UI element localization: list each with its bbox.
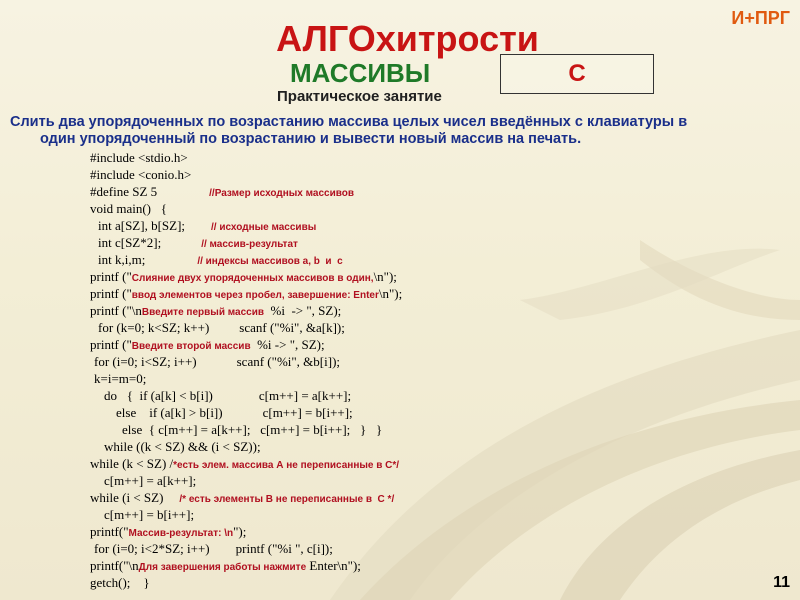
code-line: printf ("ввод элементов через пробел, завершение: Enter\n"); <box>90 286 403 301</box>
code-line: int k,i,m; // индексы массивов a, b и c <box>98 252 343 267</box>
code-line: while (k < SZ) /*есть элем. массива А не переписанные в С*/ <box>90 456 400 471</box>
code-comment: // массив-результат <box>201 239 298 250</box>
code-line: c[m++] = a[k++]; <box>104 473 197 488</box>
code-comment: // индексы массивов a, b и c <box>197 256 343 267</box>
code-line: int a[SZ], b[SZ]; // исходные массивы <box>98 218 317 233</box>
code-line: printf ("Введите второй массив %i -> ", SZ); <box>90 337 325 352</box>
code-line: c[m++] = b[i++]; <box>104 507 195 522</box>
task-line-1: Слить два упорядоченных по возрастанию массива целых чисел введённых с клавиатуры в <box>10 114 688 130</box>
code-comment: *есть элем. массива А не переписанные в С*/ <box>173 460 400 471</box>
language-box: C <box>500 54 654 94</box>
code-line: getch(); } <box>90 575 150 590</box>
code-line: while ((k < SZ) && (i < SZ)); <box>104 439 261 454</box>
code-line: void main() { <box>90 201 168 216</box>
code-line: else { c[m++] = a[k++]; c[m++] = b[i++]; } } <box>122 422 383 437</box>
code-line: for (i=0; i<2*SZ; i++) printf ("%i ", c[i]); <box>94 541 333 556</box>
corner-tag: И+ПРГ <box>731 8 790 28</box>
code-line: for (i=0; i<SZ; i++) scanf ("%i", &b[i]); <box>94 354 341 369</box>
code-line: printf("\nДля завершения работы нажмите Enter\n"); <box>90 558 361 573</box>
code-line: #define SZ 5 //Размер исходных массивов <box>90 184 355 199</box>
slide-subtitle: МАССИВЫ <box>290 58 431 88</box>
code-line: int c[SZ*2]; // массив-результат <box>98 235 298 250</box>
code-comment: //Размер исходных массивов <box>209 188 355 199</box>
task-line-2: один упорядоченный по возрастанию и вывести новый массив на печать. <box>40 131 582 147</box>
task-statement <box>10 114 780 148</box>
page-number: 11 <box>773 574 790 591</box>
code-line: for (k=0; k<SZ; k++) scanf ("%i", &a[k]); <box>98 320 345 335</box>
slide-title: АЛГОхитрости <box>276 18 539 59</box>
code-line: while (i < SZ) /* есть элементы В не переписанные в С */ <box>90 490 395 505</box>
code-line: else if (a[k] > b[i]) c[m++] = b[i++]; <box>116 405 353 420</box>
code-comment: // исходные массивы <box>211 222 317 233</box>
code-comment: /* есть элементы В не переписанные в С */ <box>179 494 395 505</box>
code-line: printf ("\nВведите первый массив %i -> ", SZ); <box>90 303 342 318</box>
code-line: #include <conio.h> <box>90 167 192 182</box>
code-line: printf("Массив-результат: \n"); <box>90 524 247 539</box>
code-line: k=i=m=0; <box>94 371 147 386</box>
code-line: do { if (a[k] < b[i]) c[m++] = a[k++]; <box>104 388 352 403</box>
code-line: printf ("Слияние двух упорядоченных массивов в один,\n"); <box>90 269 397 284</box>
lesson-label: Практическое занятие <box>277 88 442 105</box>
code-line: #include <stdio.h> <box>90 150 188 165</box>
